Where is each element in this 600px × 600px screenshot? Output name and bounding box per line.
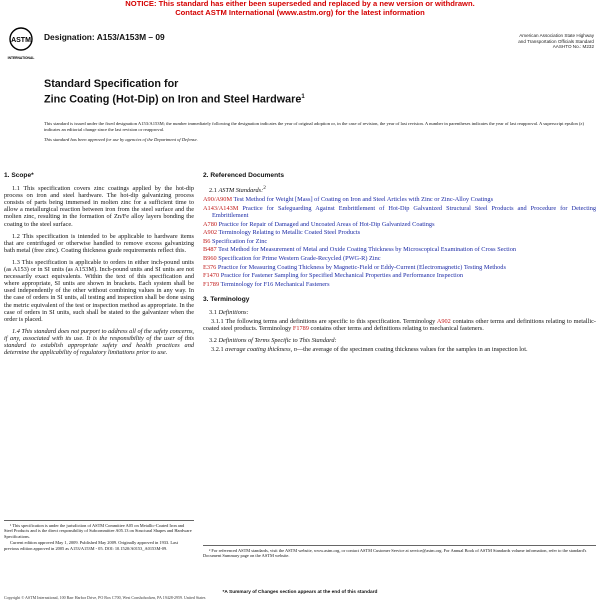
reference-code-link[interactable]: B6 (203, 237, 211, 245)
summary-of-changes-note: *A Summary of Changes section appears at the end of this standard (222, 590, 378, 595)
scope-paragraph-1-3: 1.3 This specification is applicable to orders in either inch-pound units (as A153) or in SI units (as A153M). Inch-pound units and SI units are not necessarily exact equivalents. Within the text of this specification and where appropriate, SI units are shown in brackets. Each system shall be used independently of the other without combining values in any way. In the case of orders in SI units, all testing and inspection shall be done using the metric equivalent of the test or inspection method as appropriate. In the case of orders in SI units, such shall be stated to the galvanizer when the order is placed. (4, 258, 194, 323)
reference-title-link[interactable]: Specification for Prime Western Grade-Recycled (PWG-R) Zinc (218, 254, 381, 262)
reference-title-link[interactable]: Specification for Zinc (211, 237, 268, 245)
scope-paragraph-1-2: 1.2 This specification is intended to be applicable to hardware items that are centrifuged or otherwise handled to remove excess galvanizing bath metal (free zinc). Coating thickness grade requirements reflect this. (4, 232, 194, 254)
aashto-line-2: and Transportation Officials Standard (518, 38, 594, 44)
reference-item (203, 281, 596, 288)
reference-item (203, 255, 596, 262)
specific-terms-label: 3.2 Definitions of Terms Specific to This Standard: (209, 337, 337, 345)
reference-code-link[interactable]: B960 (203, 254, 217, 262)
title-line-1: Standard Specification for (44, 78, 179, 90)
reference-title-link[interactable]: Test Method for Weight [Mass] of Coating on Iron and Steel Articles with Zinc or Zinc-Alloy Coatings (233, 196, 494, 204)
terminology-paragraph-3-2-1: 3.2.1 average coating thickness, n—the average of the specimen coating thickness values for the samples in an inspection lot. (211, 346, 528, 354)
astm-standards-label: 2.1 ASTM Standards:$^2$ (209, 185, 266, 195)
reference-code-link[interactable]: A90/A90M (203, 196, 233, 204)
reference-title-link[interactable]: Terminology Relating to Metallic Coated Steel Products (218, 229, 361, 237)
reference-code-link[interactable]: A780 (203, 220, 217, 228)
footnote-2: ² For referenced ASTM standards, visit the ASTM website, www.astm.org, or contact ASTM Customer Service at service@astm.org. For Annual Book of ASTM Standards volume information, refer to the standard's Document Summary page on the ASTM website. (203, 548, 587, 559)
reference-list (203, 196, 596, 288)
scope-heading: 1. Scope* (4, 172, 34, 179)
logo-subtext: INTERNATIONAL (7, 56, 35, 60)
issuance-paragraph: This standard is issued under the fixed designation A153/A153M; the number immediately following the designation indicates the year of original adoption or, in the case of revision, the year of last revision. A number in parentheses indicates the year of last reapproval. A superscript epsilon (ε) indicates an editorial change since the last revision or reapproval. (44, 121, 584, 132)
reference-code-link[interactable]: A902 (203, 229, 217, 237)
reference-item (203, 264, 596, 271)
reference-item (203, 196, 596, 203)
terminology-paragraph-3-1-1: 3.1.1 The following terms and definitions are specific to this specification. Terminology A902 contains other terms and definitions relating to metallic-coated steel products. Terminology F1789 contains other terms and definitions relating to mechanical fasteners. (203, 318, 596, 333)
reference-title-link[interactable]: Terminology for F16 Mechanical Fasteners (220, 280, 330, 288)
footnote-1: ¹ This specification is under the jurisdiction of ASTM Committee A05 on Metallic-Coated Iron and Steel Products and is the direct responsibility of Subcommittee A05.13 on Structural Shapes and Hardware Specifications. (4, 523, 192, 539)
aashto-block (444, 33, 594, 50)
reference-item (203, 221, 596, 228)
reference-title-link[interactable]: Practice for Repair of Damaged and Uncoated Areas of Hot-Dip Galvanized Coatings (218, 220, 435, 228)
logo-text: ASTM (11, 37, 31, 44)
scope-paragraph-1-4: 1.4 This standard does not purport to address all of the safety concerns, if any, associated with its use. It is the responsibility of the user of this standard to establish appropriate safety and health practices and determine the applicability of regulatory limitations prior to use. (4, 327, 194, 357)
aashto-line-3: AASHTO No.: M232 (552, 44, 594, 50)
footnotes-right (203, 545, 596, 559)
reference-item (203, 272, 596, 279)
left-column (4, 172, 194, 361)
right-column (203, 172, 596, 358)
scope-paragraph-1-1: 1.1 This specification covers zinc coatings applied by the hot-dip process on iron and steel hardware. The hot-dip galvanizing process consists of parts being immersed in molten zinc for a sufficient time to allow a metallurgical reaction between iron from the steel surface and the molten zinc, resulting in the formation of Zn/Fe alloy layers bonding the coating to the steel surface. (4, 185, 194, 228)
designation: Designation: A153/A153M – 09 (44, 32, 165, 42)
a902-link[interactable]: A902 (436, 318, 451, 325)
reference-title-link[interactable]: Test Method for Measurement of Metal and Oxide Coating Thickness by Microscopical Examination of Cross Section (218, 246, 517, 254)
reference-item (203, 205, 596, 219)
footnote-1-continued: Current edition approved May 1, 2009. Published May 2009. Originally approved in 1933. Last previous edition approved in 2005 as A153/A153M - 05. DOI: 10.1520/A0153_A0153M-09. (4, 540, 178, 551)
notice-line-2: Contact ASTM International (www.astm.org) for the latest information (175, 7, 425, 17)
reference-code-link[interactable]: B487 (203, 246, 217, 254)
definitions-label: 3.1 Definitions: (209, 308, 249, 316)
notice-line-1: NOTICE: This standard has either been superseded and replaced by a new version or withdrawn. (125, 0, 475, 8)
reference-code-link[interactable]: F1470 (203, 272, 220, 280)
terminology-heading: 3. Terminology (203, 295, 250, 303)
copyright-line: Copyright © ASTM International, 100 Barr Harbor Drive, PO Box C700, West Conshohocken, PA 19428-2959. United States (4, 595, 206, 600)
reference-code-link[interactable]: A143/A143M (203, 204, 239, 212)
astm-logo-icon (6, 26, 36, 66)
title-footnote-mark: 1 (301, 94, 305, 100)
footnotes-left (4, 520, 194, 552)
referenced-documents-heading: 2. Referenced Documents (203, 172, 284, 179)
aashto-line-1: American Association State Highway (519, 33, 594, 38)
supersede-notice (0, 0, 600, 17)
reference-title-link[interactable]: Practice for Fastener Sampling for Specified Mechanical Properties and Performance Inspection (220, 272, 464, 280)
reference-item (203, 229, 596, 236)
reference-item (203, 238, 596, 245)
reference-title-link[interactable]: Practice for Measuring Coating Thickness by Magnetic-Field or Eddy-Current (Electromagnetic) Testing Methods (217, 263, 506, 271)
dod-approval-note: This standard has been approved for use by agencies of the Department of Defense. (44, 136, 198, 142)
document-title (44, 78, 305, 107)
reference-code-link[interactable]: E376 (203, 263, 217, 271)
f1789-link[interactable]: F1789 (292, 325, 309, 333)
reference-title-link[interactable]: Practice for Safeguarding Against Embrittlement of Hot-Dip Galvanized Structural Steel Products and Procedure for Detecting Embrittlement (212, 204, 596, 219)
reference-code-link[interactable]: F1789 (203, 280, 220, 288)
title-line-2: Zinc Coating (Hot-Dip) on Iron and Steel Hardware$^1$ (44, 93, 305, 106)
issuance-note (44, 121, 594, 145)
reference-item (203, 246, 596, 253)
